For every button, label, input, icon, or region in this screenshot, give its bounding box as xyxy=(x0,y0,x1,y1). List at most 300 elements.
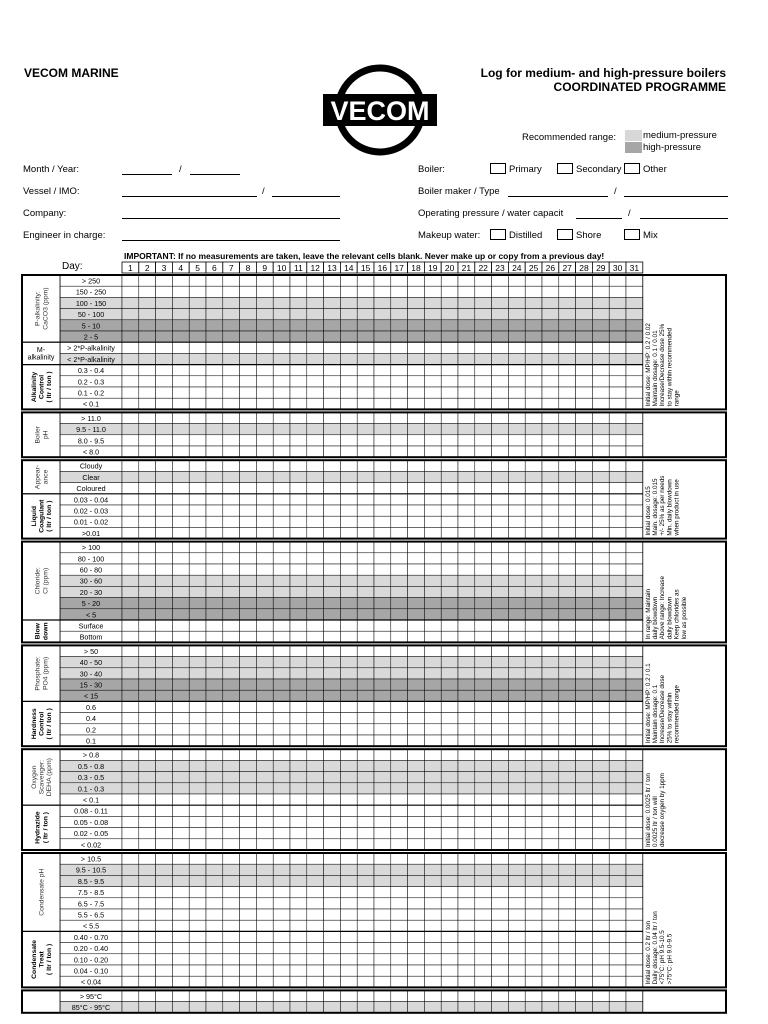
entry-cell xyxy=(172,760,189,771)
entry-cell xyxy=(542,657,559,668)
day-number: 4 xyxy=(178,262,184,273)
entry-cell xyxy=(408,342,425,353)
entry-cell xyxy=(626,760,643,771)
entry-cell xyxy=(576,446,593,457)
entry-cell xyxy=(122,527,139,538)
entry-cell xyxy=(273,853,290,864)
entry-cell xyxy=(424,542,441,553)
entry-cell xyxy=(559,494,576,505)
entry-cell xyxy=(592,898,609,909)
entry-cell xyxy=(307,460,324,471)
entry-cell xyxy=(525,828,542,839)
entry-cell xyxy=(542,679,559,690)
entry-cell xyxy=(374,483,391,494)
entry-cell xyxy=(240,920,257,931)
entry-cell xyxy=(609,713,626,724)
entry-cell xyxy=(340,783,357,794)
entry-cell xyxy=(256,701,273,712)
entry-cell xyxy=(206,783,223,794)
entry-cell xyxy=(492,460,509,471)
entry-cell xyxy=(492,483,509,494)
entry-cell xyxy=(576,435,593,446)
entry-cell xyxy=(172,598,189,609)
entry-cell xyxy=(576,286,593,297)
entry-cell xyxy=(374,598,391,609)
entry-cell xyxy=(374,376,391,387)
dosage-note-line: Above range: Increase xyxy=(659,576,667,640)
entry-cell xyxy=(391,365,408,376)
entry-cell xyxy=(492,887,509,898)
entry-cell xyxy=(391,609,408,620)
entry-cell xyxy=(525,331,542,342)
entry-cell xyxy=(408,275,425,286)
entry-cell xyxy=(206,887,223,898)
boiler-type-field[interactable] xyxy=(624,196,728,197)
entry-cell xyxy=(307,783,324,794)
engineer-field[interactable] xyxy=(122,240,340,241)
entry-cell xyxy=(424,760,441,771)
vessel-field[interactable] xyxy=(122,196,257,197)
entry-cell xyxy=(340,772,357,783)
entry-cell xyxy=(324,342,341,353)
entry-cell xyxy=(492,331,509,342)
entry-cell xyxy=(206,275,223,286)
entry-cell xyxy=(189,898,206,909)
entry-cell xyxy=(408,839,425,850)
entry-cell xyxy=(576,516,593,527)
entry-cell xyxy=(206,435,223,446)
entry-cell xyxy=(609,976,626,987)
entry-cell xyxy=(307,564,324,575)
entry-cell xyxy=(458,931,475,942)
entry-cell xyxy=(189,620,206,631)
entry-cell xyxy=(206,353,223,364)
entry-cell xyxy=(576,553,593,564)
entry-cell xyxy=(592,990,609,1001)
entry-cell xyxy=(324,898,341,909)
entry-cell xyxy=(525,516,542,527)
entry-cell xyxy=(290,760,307,771)
entry-cell xyxy=(156,320,173,331)
entry-cell xyxy=(592,816,609,827)
entry-cell xyxy=(122,460,139,471)
entry-cell xyxy=(626,701,643,712)
medium-pressure-label: medium-pressure xyxy=(643,130,717,141)
entry-cell xyxy=(408,701,425,712)
entry-cell xyxy=(609,898,626,909)
entry-cell xyxy=(357,887,374,898)
entry-cell xyxy=(307,690,324,701)
entry-cell xyxy=(374,864,391,875)
entry-cell xyxy=(307,331,324,342)
entry-cell xyxy=(424,954,441,965)
entry-cell xyxy=(424,931,441,942)
entry-cell xyxy=(525,505,542,516)
entry-cell xyxy=(156,365,173,376)
entry-cell xyxy=(441,724,458,735)
entry-cell xyxy=(122,471,139,482)
entry-cell xyxy=(408,412,425,423)
entry-cell xyxy=(542,435,559,446)
entry-cell xyxy=(542,887,559,898)
range-label: 0.3 - 0.4 xyxy=(77,366,105,376)
entry-cell xyxy=(408,353,425,364)
entry-cell xyxy=(592,805,609,816)
entry-cell xyxy=(508,376,525,387)
entry-cell xyxy=(156,376,173,387)
month-field[interactable] xyxy=(122,174,172,175)
entry-cell xyxy=(240,286,257,297)
parameter-label-line: Control xyxy=(38,711,46,736)
entry-cell xyxy=(240,575,257,586)
entry-cell xyxy=(492,376,509,387)
entry-cell xyxy=(189,783,206,794)
entry-cell xyxy=(357,620,374,631)
entry-cell xyxy=(357,460,374,471)
entry-cell xyxy=(273,887,290,898)
entry-cell xyxy=(609,657,626,668)
entry-cell xyxy=(441,365,458,376)
boiler-other-checkbox[interactable] xyxy=(624,163,640,174)
entry-cell xyxy=(441,412,458,423)
entry-cell xyxy=(374,976,391,987)
entry-cell xyxy=(374,609,391,620)
entry-cell xyxy=(139,424,156,435)
entry-cell xyxy=(508,575,525,586)
entry-cell xyxy=(458,376,475,387)
entry-cell xyxy=(307,376,324,387)
entry-cell xyxy=(273,460,290,471)
entry-cell xyxy=(139,990,156,1001)
entry-cell xyxy=(592,387,609,398)
entry-cell xyxy=(542,724,559,735)
entry-cell xyxy=(525,494,542,505)
parameter-label-line: DEHA (ppm) xyxy=(46,758,54,797)
parameter-label-line: Treat xyxy=(38,951,46,968)
entry-cell xyxy=(357,424,374,435)
entry-cell xyxy=(458,772,475,783)
entry-cell xyxy=(441,631,458,642)
entry-cell xyxy=(559,990,576,1001)
entry-cell xyxy=(172,920,189,931)
entry-cell xyxy=(357,286,374,297)
entry-cell xyxy=(307,853,324,864)
entry-cell xyxy=(592,701,609,712)
entry-cell xyxy=(391,575,408,586)
entry-cell xyxy=(307,471,324,482)
day-number: 16 xyxy=(377,262,388,273)
range-label: > 95°C xyxy=(79,991,103,1001)
entry-cell xyxy=(508,735,525,746)
range-label: < 15 xyxy=(83,691,99,701)
entry-cell xyxy=(458,494,475,505)
entry-cell xyxy=(441,620,458,631)
entry-cell xyxy=(542,527,559,538)
entry-cell xyxy=(492,668,509,679)
entry-cell xyxy=(626,320,643,331)
dosage-note-line: when product in use xyxy=(673,479,681,536)
entry-cell xyxy=(576,668,593,679)
entry-cell xyxy=(206,668,223,679)
entry-cell xyxy=(189,586,206,597)
entry-cell xyxy=(290,724,307,735)
entry-cell xyxy=(475,483,492,494)
entry-cell xyxy=(340,309,357,320)
entry-cell xyxy=(475,424,492,435)
entry-cell xyxy=(458,553,475,564)
entry-cell xyxy=(609,690,626,701)
entry-cell xyxy=(492,805,509,816)
entry-cell xyxy=(576,853,593,864)
entry-cell xyxy=(559,794,576,805)
makeup-mix-checkbox[interactable] xyxy=(624,229,640,240)
entry-cell xyxy=(273,701,290,712)
entry-cell xyxy=(139,909,156,920)
entry-cell xyxy=(525,527,542,538)
entry-cell xyxy=(307,909,324,920)
entry-cell xyxy=(559,965,576,976)
water-capacity-field[interactable] xyxy=(640,218,728,219)
parameter-label-line: PO4 (ppm) xyxy=(42,656,50,691)
entry-cell xyxy=(189,494,206,505)
entry-cell xyxy=(508,342,525,353)
entry-cell xyxy=(492,816,509,827)
parameter-label-line: Hydrazide xyxy=(34,811,42,844)
entry-cell xyxy=(525,749,542,760)
entry-cell xyxy=(559,760,576,771)
entry-cell xyxy=(156,631,173,642)
entry-cell xyxy=(492,735,509,746)
medium-pressure-swatch xyxy=(625,130,642,141)
entry-cell xyxy=(256,365,273,376)
entry-cell xyxy=(458,828,475,839)
entry-cell xyxy=(273,412,290,423)
entry-cell xyxy=(256,839,273,850)
entry-cell xyxy=(324,887,341,898)
entry-cell xyxy=(223,398,240,409)
entry-cell xyxy=(626,297,643,308)
entry-cell xyxy=(240,976,257,987)
entry-cell xyxy=(492,542,509,553)
entry-cell xyxy=(576,990,593,1001)
makeup-distilled-checkbox[interactable] xyxy=(490,229,506,240)
entry-cell xyxy=(492,828,509,839)
entry-cell xyxy=(206,320,223,331)
entry-cell xyxy=(424,483,441,494)
operating-pressure-field[interactable] xyxy=(576,218,622,219)
entry-cell xyxy=(559,586,576,597)
entry-cell xyxy=(357,275,374,286)
parameter-cell xyxy=(22,990,60,1012)
entry-cell xyxy=(408,586,425,597)
makeup-shore-checkbox[interactable] xyxy=(557,229,573,240)
entry-cell xyxy=(475,724,492,735)
entry-cell xyxy=(408,645,425,656)
entry-cell xyxy=(626,965,643,976)
entry-cell xyxy=(290,331,307,342)
entry-cell xyxy=(340,505,357,516)
entry-cell xyxy=(340,516,357,527)
entry-cell xyxy=(576,1002,593,1013)
entry-cell xyxy=(576,701,593,712)
entry-cell xyxy=(156,931,173,942)
range-label: 85°C - 95°C xyxy=(71,1003,111,1013)
year-field[interactable] xyxy=(190,174,240,175)
parameter-label-line: Appear- xyxy=(34,464,42,490)
dosage-note-line: >75°C: pH 9.0-9.5 xyxy=(666,933,674,985)
entry-cell xyxy=(408,564,425,575)
entry-cell xyxy=(122,516,139,527)
entry-cell xyxy=(290,828,307,839)
entry-cell xyxy=(172,931,189,942)
entry-cell xyxy=(357,931,374,942)
entry-cell xyxy=(391,376,408,387)
entry-cell xyxy=(307,505,324,516)
entry-cell xyxy=(290,460,307,471)
entry-cell xyxy=(324,586,341,597)
entry-cell xyxy=(340,887,357,898)
entry-cell xyxy=(156,398,173,409)
entry-cell xyxy=(508,679,525,690)
entry-cell xyxy=(408,749,425,760)
entry-cell xyxy=(559,542,576,553)
entry-cell xyxy=(525,887,542,898)
entry-cell xyxy=(559,553,576,564)
entry-cell xyxy=(240,275,257,286)
entry-cell xyxy=(609,887,626,898)
entry-cell xyxy=(492,794,509,805)
entry-cell xyxy=(307,516,324,527)
imo-field[interactable] xyxy=(272,196,340,197)
entry-cell xyxy=(340,909,357,920)
entry-cell xyxy=(290,575,307,586)
boiler-secondary-checkbox[interactable] xyxy=(557,163,573,174)
entry-cell xyxy=(374,805,391,816)
entry-cell xyxy=(374,828,391,839)
entry-cell xyxy=(441,887,458,898)
entry-cell xyxy=(475,887,492,898)
entry-cell xyxy=(626,471,643,482)
entry-cell xyxy=(240,527,257,538)
entry-cell xyxy=(492,875,509,886)
entry-cell xyxy=(458,342,475,353)
entry-cell xyxy=(626,805,643,816)
entry-cell xyxy=(156,657,173,668)
entry-cell xyxy=(122,620,139,631)
entry-cell xyxy=(458,331,475,342)
entry-cell xyxy=(609,564,626,575)
entry-cell xyxy=(357,516,374,527)
entry-cell xyxy=(223,965,240,976)
entry-cell xyxy=(374,954,391,965)
entry-cell xyxy=(307,286,324,297)
entry-cell xyxy=(240,679,257,690)
entry-cell xyxy=(374,749,391,760)
entry-cell xyxy=(475,505,492,516)
entry-cell xyxy=(240,735,257,746)
entry-cell xyxy=(592,609,609,620)
entry-cell xyxy=(592,435,609,446)
entry-cell xyxy=(458,297,475,308)
entry-cell xyxy=(206,331,223,342)
dosage-note-line: Initial dose: 0.2 ltr / ton xyxy=(644,921,652,985)
entry-cell xyxy=(340,920,357,931)
entry-cell xyxy=(307,887,324,898)
entry-cell xyxy=(609,864,626,875)
entry-cell xyxy=(206,931,223,942)
entry-cell xyxy=(240,505,257,516)
entry-cell xyxy=(424,920,441,931)
entry-cell xyxy=(290,690,307,701)
entry-cell xyxy=(391,976,408,987)
entry-cell xyxy=(441,760,458,771)
entry-cell xyxy=(492,353,509,364)
entry-cell xyxy=(156,309,173,320)
entry-cell xyxy=(475,828,492,839)
entry-cell xyxy=(492,701,509,712)
entry-cell xyxy=(240,446,257,457)
entry-cell xyxy=(206,772,223,783)
entry-cell xyxy=(508,505,525,516)
entry-cell xyxy=(391,828,408,839)
entry-cell xyxy=(458,875,475,886)
entry-cell xyxy=(374,920,391,931)
entry-cell xyxy=(441,471,458,482)
range-label: < 5 xyxy=(85,610,97,620)
boiler-maker-field[interactable] xyxy=(508,196,608,197)
entry-cell xyxy=(223,875,240,886)
entry-cell xyxy=(576,943,593,954)
entry-cell xyxy=(508,954,525,965)
entry-cell xyxy=(156,701,173,712)
entry-cell xyxy=(424,575,441,586)
entry-cell xyxy=(307,365,324,376)
entry-cell xyxy=(391,527,408,538)
entry-cell xyxy=(609,376,626,387)
entry-cell xyxy=(592,460,609,471)
company-field[interactable] xyxy=(122,218,340,219)
entry-cell xyxy=(156,713,173,724)
entry-cell xyxy=(290,398,307,409)
entry-cell xyxy=(156,735,173,746)
entry-cell xyxy=(525,553,542,564)
entry-cell xyxy=(424,553,441,564)
entry-cell xyxy=(458,435,475,446)
entry-cell xyxy=(391,794,408,805)
entry-cell xyxy=(441,909,458,920)
entry-cell xyxy=(189,668,206,679)
entry-cell xyxy=(492,598,509,609)
entry-cell xyxy=(492,931,509,942)
entry-cell xyxy=(357,976,374,987)
entry-cell xyxy=(189,875,206,886)
entry-cell xyxy=(492,471,509,482)
entry-cell xyxy=(391,772,408,783)
entry-cell xyxy=(340,864,357,875)
entry-cell xyxy=(542,353,559,364)
entry-cell xyxy=(374,516,391,527)
entry-cell xyxy=(240,713,257,724)
entry-cell xyxy=(508,286,525,297)
parameter-label-line: Alkalinity xyxy=(30,371,38,403)
entry-cell xyxy=(424,564,441,575)
entry-cell xyxy=(189,564,206,575)
boiler-primary-checkbox[interactable] xyxy=(490,163,506,174)
entry-cell xyxy=(189,657,206,668)
entry-cell xyxy=(576,494,593,505)
entry-cell xyxy=(324,772,341,783)
entry-cell xyxy=(307,598,324,609)
